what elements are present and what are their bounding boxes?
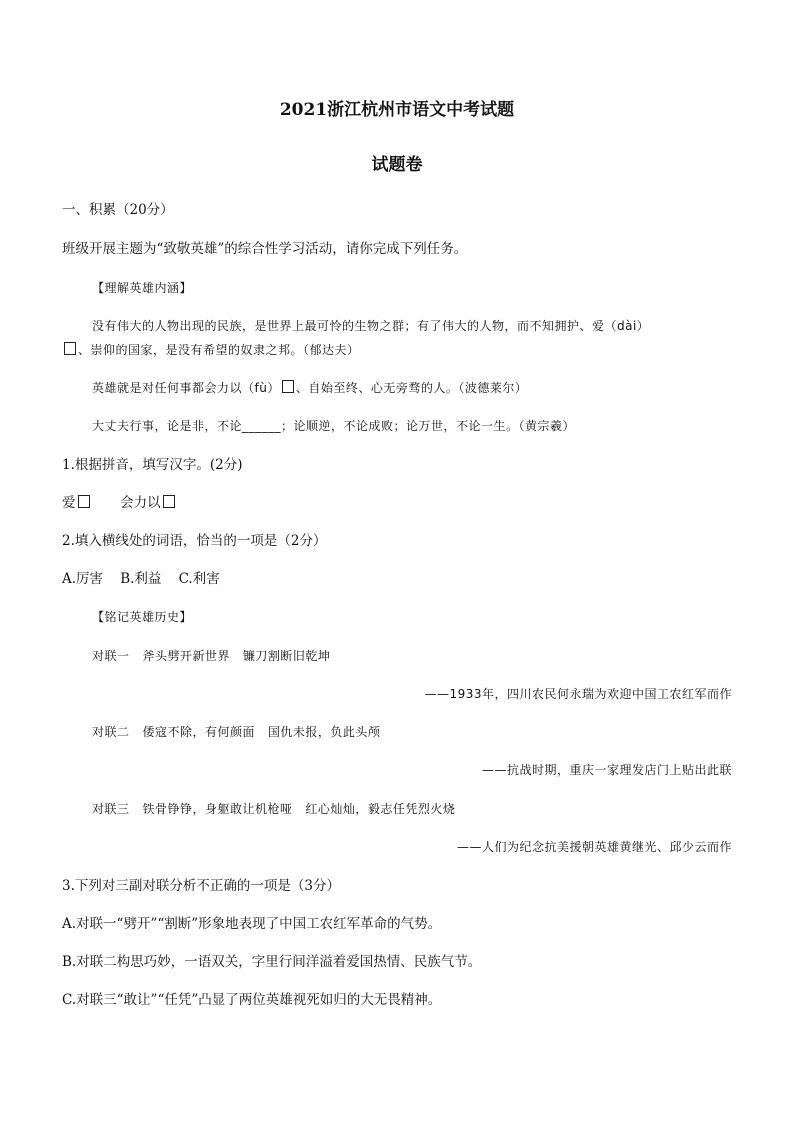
question-3-option-b: B.对联二构思巧妙，一语双关，字里行间洋溢着爱国热情、民族气节。 xyxy=(62,954,482,970)
section-heading: 一、积累（20分） xyxy=(62,202,174,218)
answer-box-icon xyxy=(78,495,90,508)
question-1-answers: 爱 会力以 xyxy=(62,493,732,513)
question-2: 2.填入横线处的词语，恰当的一项是（2分） xyxy=(62,533,327,549)
couplet-3-source: ——人们为纪念抗美援朝英雄黄继光、邱少云而作 xyxy=(456,840,732,854)
part-heading-history: 【铭记英雄历史】 xyxy=(92,610,193,624)
couplet-2: 对联二 倭寇不除，有何颜面 国仇未报，负此头颅 xyxy=(92,725,381,739)
part-heading-understand: 【理解英雄内涵】 xyxy=(92,281,193,295)
quote-baudelaire: 英雄就是对任何事都会力以（fù） 、自始至终、心无旁骛的人。（波德莱尔） xyxy=(92,381,528,395)
question-3: 3.下列对三副对联分析不正确的一项是（3分） xyxy=(62,878,340,894)
quote-huangzongxi: 大丈夫行事，论是非，不论______；论顺逆，不论成败；论万世，不论一生。（黄宗羲） xyxy=(92,419,576,433)
section-intro: 班级开展主题为“致敬英雄”的综合性学习活动，请你完成下列任务。 xyxy=(62,241,468,257)
quote-yudafu-line2: 、崇仰的国家，是没有希望的奴隶之邦。（郁达夫） xyxy=(62,340,732,360)
blank-box-icon xyxy=(282,380,294,393)
quote-yudafu-line1: 没有伟大的人物出现的民族，是世界上最可怜的生物之群；有了伟大的人物，而不知拥护、爱（dài） xyxy=(92,319,650,333)
question-1: 1.根据拼音，填写汉字。(2分) xyxy=(62,457,243,473)
question-3-option-a: A.对联一“劈开”“割断”形象地表现了中国工农红军革命的气势。 xyxy=(62,916,442,932)
question-3-option-c: C.对联三“敢让”“任凭”凸显了两位英雄视死如归的大无畏精神。 xyxy=(62,992,442,1008)
couplet-1: 对联一 斧头劈开新世界 镰刀割断旧乾坤 xyxy=(92,649,331,663)
page-subtitle: 试题卷 xyxy=(371,155,423,175)
answer-box-icon xyxy=(163,495,175,508)
question-2-options: A.厉害 B.利益 C.利害 xyxy=(62,571,220,587)
couplet-3: 对联三 铁骨铮铮，身躯敢让机枪哑 红心灿灿，毅志任凭烈火烧 xyxy=(92,802,456,816)
couplet-2-source: ——抗战时期，重庆一家理发店门上贴出此联 xyxy=(481,763,732,777)
page-title: 2021浙江杭州市语文中考试题 xyxy=(279,100,515,120)
couplet-1-source: ——1933年，四川农民何永瑞为欢迎中国工农红军而作 xyxy=(424,687,732,701)
blank-box-icon xyxy=(64,342,76,355)
